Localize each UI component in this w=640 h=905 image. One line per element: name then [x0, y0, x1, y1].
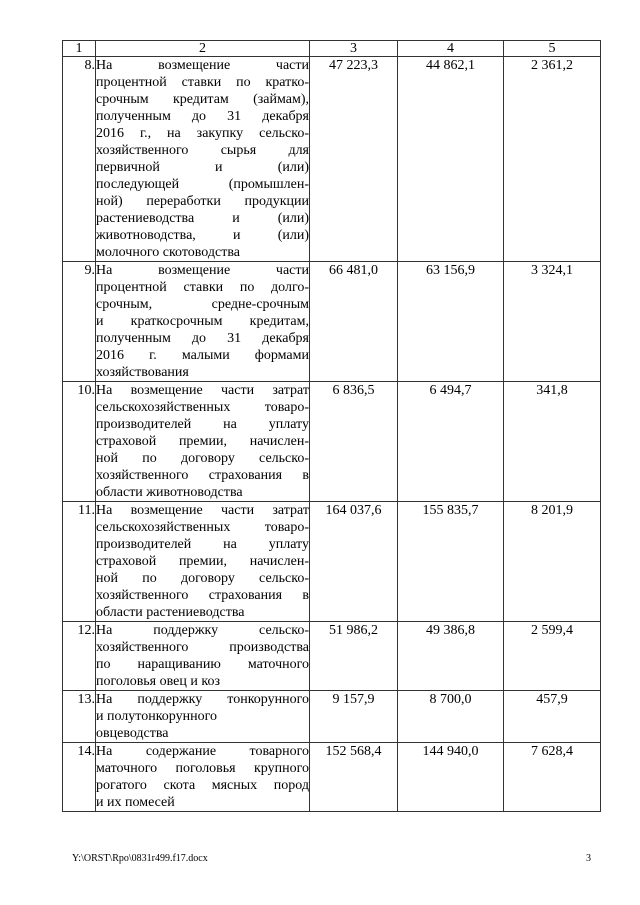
description-line: На содержание товарного [96, 744, 309, 759]
description-line: процентной ставки по долго- [96, 280, 309, 295]
description-line: полученным до 31 декабря [96, 331, 309, 346]
footer-file-path: Y:\ORST\Rpo\0831r499.f17.docx [72, 853, 208, 864]
description-line: На возмещение части [96, 58, 309, 73]
header-col-5: 5 [504, 41, 601, 57]
value-col-3: 9 157,9 [310, 691, 398, 743]
table-row [63, 57, 601, 262]
description-line: хозяйственного страхования в [96, 588, 309, 603]
value-col-3: 164 037,6 [310, 502, 398, 622]
header-col-2: 2 [96, 41, 310, 57]
value-col-3: 51 986,2 [310, 622, 398, 691]
description-line: животноводства, и (или) [96, 228, 309, 243]
table-row [63, 262, 601, 382]
row-number: 11. [63, 502, 96, 622]
description-line: сельскохозяйственных товаро- [96, 400, 309, 415]
row-number: 12. [63, 622, 96, 691]
table-row [63, 502, 601, 622]
value-col-4: 8 700,0 [398, 691, 504, 743]
value-col-3: 152 568,4 [310, 743, 398, 812]
row-description [96, 57, 310, 262]
description-line: 2016 г., на закупку сельско- [96, 126, 309, 141]
description-line: области растениеводства [96, 605, 245, 620]
description-line: последующей (промышлен- [96, 177, 309, 192]
description-line: хозяйственного страхования в [96, 468, 309, 483]
value-col-3: 66 481,0 [310, 262, 398, 382]
value-col-4: 49 386,8 [398, 622, 504, 691]
row-number: 13. [63, 691, 96, 743]
row-number: 10. [63, 382, 96, 502]
description-line: страховой премии, начислен- [96, 434, 309, 449]
description-line: срочным кредитам (займам), [96, 92, 309, 107]
description-line: сельскохозяйственных товаро- [96, 520, 309, 535]
description-line: маточного поголовья крупного [96, 761, 309, 776]
table-row [63, 622, 601, 691]
value-col-3: 47 223,3 [310, 57, 398, 262]
row-number: 14. [63, 743, 96, 812]
row-description [96, 382, 310, 502]
description-line: и краткосрочным кредитам, [96, 314, 309, 329]
value-col-4: 6 494,7 [398, 382, 504, 502]
description-line: 2016 г. малыми формами [96, 348, 309, 363]
table-row [63, 743, 601, 812]
description-line: области животноводства [96, 485, 243, 500]
description-line: ной по договору сельско- [96, 451, 309, 466]
value-col-5: 457,9 [504, 691, 601, 743]
value-col-4: 63 156,9 [398, 262, 504, 382]
value-col-5: 3 324,1 [504, 262, 601, 382]
description-line: ной по договору сельско- [96, 571, 309, 586]
value-col-5: 7 628,4 [504, 743, 601, 812]
header-col-1: 1 [63, 41, 96, 57]
description-line: процентной ставки по кратко- [96, 75, 309, 90]
description-line: поголовья овец и коз [96, 674, 220, 689]
description-line: срочным, средне-срочным [96, 297, 309, 312]
table-row [63, 382, 601, 502]
row-description [96, 502, 310, 622]
description-line: овцеводства [96, 726, 169, 741]
description-line: ной) переработки продукции [96, 194, 309, 209]
table-body [63, 57, 601, 812]
description-line: производителей на уплату [96, 537, 309, 552]
description-line: На поддержку тонкорунного [96, 692, 309, 707]
footer-page-number: 3 [586, 853, 591, 864]
header-col-4: 4 [398, 41, 504, 57]
row-description [96, 743, 310, 812]
description-line: На возмещение части затрат [96, 383, 309, 398]
table-header-row [63, 41, 601, 57]
description-line: На возмещение части [96, 263, 309, 278]
description-line: хозяйствования [96, 365, 189, 380]
value-col-4: 144 940,0 [398, 743, 504, 812]
value-col-5: 341,8 [504, 382, 601, 502]
value-col-3: 6 836,5 [310, 382, 398, 502]
row-number: 9. [63, 262, 96, 382]
description-line: На возмещение части затрат [96, 503, 309, 518]
budget-table [62, 40, 601, 812]
table-row [63, 691, 601, 743]
value-col-5: 2 599,4 [504, 622, 601, 691]
row-description [96, 691, 310, 743]
description-line: хозяйственного сырья для [96, 143, 309, 158]
description-line: хозяйственного производства [96, 640, 309, 655]
description-line: и полутонкорунного [96, 709, 217, 724]
description-line: На поддержку сельско- [96, 623, 309, 638]
description-line: и их помесей [96, 795, 175, 810]
value-col-4: 44 862,1 [398, 57, 504, 262]
description-line: молочного скотоводства [96, 245, 240, 260]
description-line: по наращиванию маточного [96, 657, 309, 672]
value-col-4: 155 835,7 [398, 502, 504, 622]
description-line: первичной и (или) [96, 160, 309, 175]
description-line: полученным до 31 декабря [96, 109, 309, 124]
header-col-3: 3 [310, 41, 398, 57]
row-description [96, 622, 310, 691]
description-line: производителей на уплату [96, 417, 309, 432]
row-description [96, 262, 310, 382]
description-line: растениеводства и (или) [96, 211, 309, 226]
value-col-5: 2 361,2 [504, 57, 601, 262]
value-col-5: 8 201,9 [504, 502, 601, 622]
description-line: рогатого скота мясных пород [96, 778, 309, 793]
description-line: страховой премии, начислен- [96, 554, 309, 569]
row-number: 8. [63, 57, 96, 262]
